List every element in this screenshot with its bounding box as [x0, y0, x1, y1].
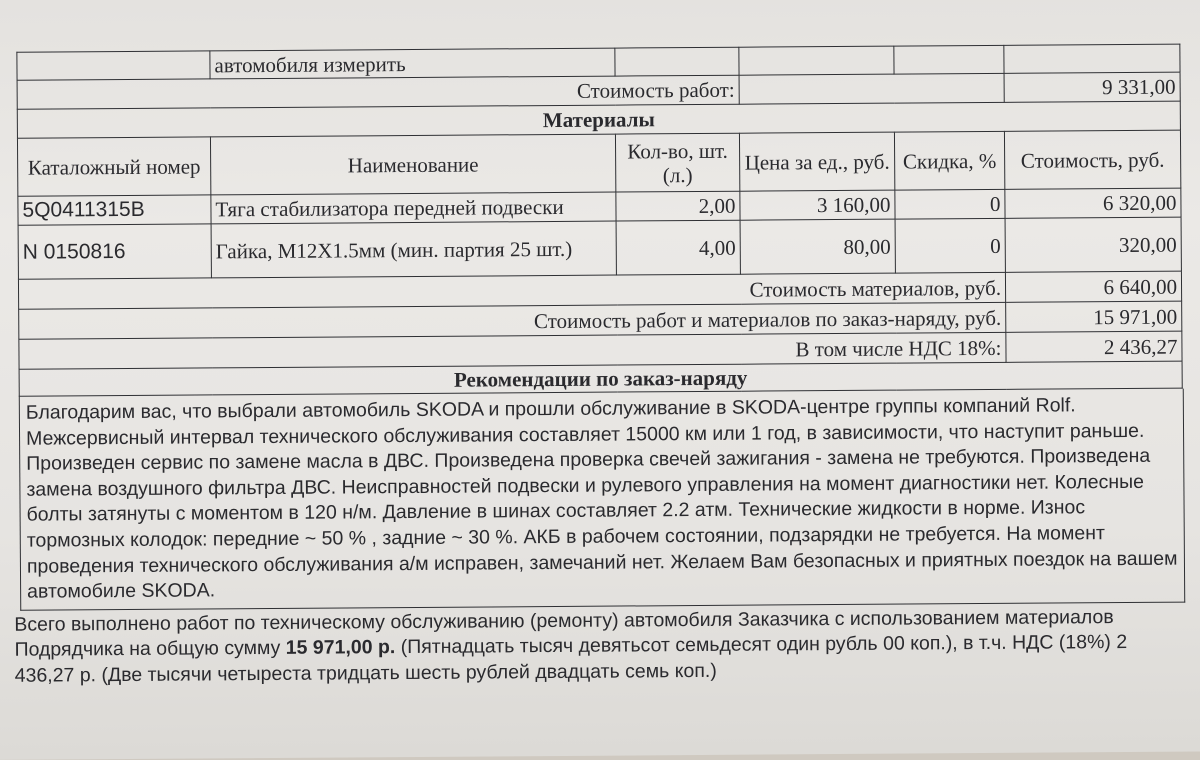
material-discount: 0: [895, 189, 1005, 219]
summary-paragraph: [14, 602, 1180, 689]
vat-value: 2 436,27: [1006, 331, 1182, 362]
summary-text-middle: (Пятнадцать тысяч девятьсот семьдесят один рубль 00 коп.), в т.ч. НДС (18%) 2 436,27 р. (Две тысячи четыреста тридцать шесть рублей двадцать семь коп.): [14, 631, 1128, 687]
material-unit-price: 3 160,00: [740, 190, 895, 220]
recommendations-title: Рекомендации по заказ-наряду: [19, 361, 1182, 396]
header-quantity: Кол-во, шт. (л.): [615, 133, 739, 192]
material-cost: 320,00: [1005, 217, 1181, 272]
work-order-section: [16, 44, 1183, 690]
header-catalog-number: Каталожный номер: [17, 137, 210, 196]
material-discount: 0: [895, 218, 1005, 273]
material-catalog-number: N 0150816: [18, 224, 211, 279]
header-name: Наименование: [210, 134, 615, 195]
works-materials-total-label: Стоимость работ и материалов по заказ-наряду, руб.: [19, 302, 1006, 339]
table-row: [18, 217, 1181, 279]
works-cost-label: Стоимость работ:: [17, 75, 739, 109]
material-name: Гайка, M12X1.5мм (мин. партия 25 шт.): [211, 221, 616, 278]
header-discount: Скидка, %: [894, 131, 1004, 190]
materials-section-title: Материалы: [17, 101, 1180, 138]
material-name: Тяга стабилизатора передней подвески: [211, 192, 616, 224]
summary-total-amount: 15 971,00 р.: [285, 636, 396, 660]
work-description-fragment: автомобиля измерить: [210, 48, 615, 79]
works-materials-total-value: 15 971,00: [1006, 301, 1182, 332]
header-cost: Стоимость, руб.: [1004, 130, 1180, 189]
material-catalog-number: 5Q0411315B: [18, 195, 211, 225]
header-unit-price: Цена за ед., руб.: [739, 132, 894, 191]
material-unit-price: 80,00: [740, 219, 895, 274]
materials-header-row: [17, 130, 1180, 196]
works-cost-value: 9 331,00: [1004, 72, 1180, 102]
material-quantity: 2,00: [616, 191, 740, 221]
summary-text-before: Всего выполнено работ по техническому обслуживанию (ремонту) автомобиля Заказчика с использованием материалов Подрядчика на общую сумму: [14, 605, 1114, 662]
materials-total-label: Стоимость материалов, руб.: [18, 272, 1005, 309]
material-cost: 6 320,00: [1005, 188, 1181, 218]
recommendations-text: Благодарим вас, что выбрали автомобиль SKODA и прошли обслуживание в SKODA-центре группы компаний Rolf. Межсервисный интервал технического обслуживания составляет 15000 км или 1 год, в зависимости, что наступит раньше. Произведен сервис по замене масла в ДВС. Произведена проверка свечей зажигания - замена не требуются. Произведена замена воздушного фильтра ДВС. Неисправностей подвески и рулевого управления на момент диагностики нет. Колесные болты затянуты с моментом в 120 н/м. Давление в шинах составляет 2.2 атм. Технические жидкости в норме. Износ тормозных колодок: передние ~ 50 % , задние ~ 30 %. АКБ в рабочем состоянии, подзарядки не требуется. На момент проведения технического обслуживания а/м исправен, замечаний нет. Желаем Вам безопасных и приятных поездок на вашем автомобиле SKODA.: [19, 389, 1185, 611]
materials-total-value: 6 640,00: [1005, 271, 1181, 302]
vat-label: В том числе НДС 18%:: [19, 332, 1006, 369]
work-order-table: [16, 44, 1182, 397]
material-quantity: 4,00: [616, 220, 740, 275]
